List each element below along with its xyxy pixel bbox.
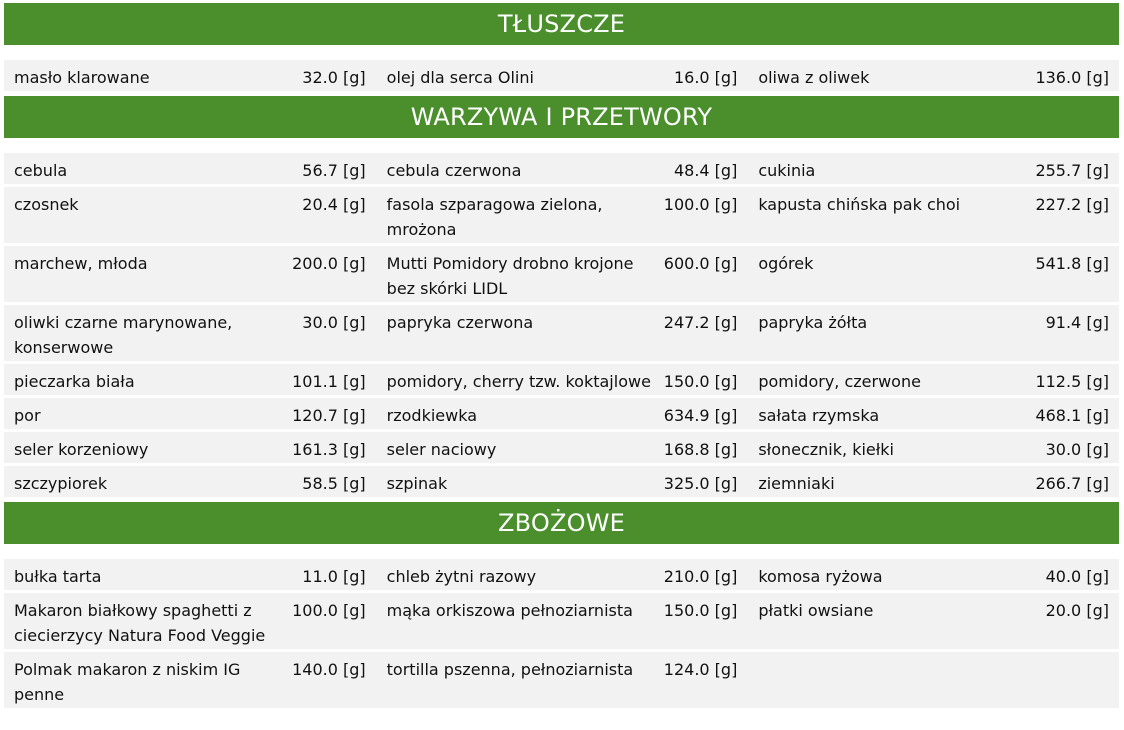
item-name: seler korzeniowy [14,440,149,459]
item-quantity: 136.0 [g] [1035,68,1109,87]
sections-container [0,3,1124,713]
item-quantity: 20.0 [g] [1045,601,1109,620]
item-quantity: 100.0 [g] [663,195,738,214]
list-item [747,432,1119,463]
item-quantity: 56.7 [g] [302,161,366,180]
item-quantity: 58.5 [g] [302,474,366,493]
list-item [376,153,748,184]
item-name: pomidory, cherry tzw. koktajlowe [386,372,651,391]
item-quantity: 150.0 [g] [663,372,738,391]
list-item [376,593,748,649]
table-row [4,652,1119,708]
item-name: oliwa z oliwek [758,68,870,87]
item-quantity: 325.0 [g] [663,474,738,493]
table-row [4,593,1119,649]
item-name: olej dla serca Olini [386,68,534,87]
list-item [4,187,376,243]
item-name: marchew, młoda [14,254,148,273]
item-quantity: 168.8 [g] [663,440,738,459]
table-row [4,153,1119,184]
item-name: komosa ryżowa [758,567,883,586]
item-name: Polmak makaron z niskim IG penne [14,660,241,704]
list-item [376,466,748,497]
item-quantity: 255.7 [g] [1035,161,1109,180]
item-quantity: 48.4 [g] [673,161,738,180]
list-item [376,364,748,395]
item-name: fasola szparagowa zielona, mrożona [386,195,603,239]
item-name: czosnek [14,195,79,214]
item-quantity: 227.2 [g] [1035,195,1109,214]
table-row [4,398,1119,429]
item-name [757,657,1109,707]
list-item [747,559,1119,590]
item-quantity: 32.0 [g] [302,68,366,87]
item-name: rzodkiewka [386,406,478,425]
table-row [4,466,1119,497]
item-name: szczypiorek [14,474,108,493]
list-item [4,364,376,395]
item-quantity: 200.0 [g] [292,254,366,273]
item-quantity: 600.0 [g] [663,254,738,273]
item-name: seler naciowy [386,440,497,459]
item-quantity: 210.0 [g] [663,567,738,586]
item-name: bułka tarta [14,567,102,586]
item-quantity: 30.0 [g] [1045,440,1109,459]
table-row [4,559,1119,590]
item-name: papryka żółta [758,313,868,332]
item-name: oliwki czarne marynowane, konserwowe [14,313,233,357]
list-item [4,466,376,497]
item-quantity: 468.1 [g] [1035,406,1109,425]
list-item [4,398,376,429]
item-quantity: 101.1 [g] [292,372,366,391]
table-row [4,305,1119,361]
table-row [4,246,1119,302]
item-name: mąka orkiszowa pełnoziarnista [386,601,633,620]
list-item [376,305,748,361]
item-name: płatki owsiane [758,601,874,620]
item-quantity: 266.7 [g] [1035,474,1109,493]
item-name: chleb żytni razowy [386,567,537,586]
item-name: Mutti Pomidory drobno krojone bez skórki LIDL [386,254,634,298]
item-name: słonecznik, kiełki [758,440,894,459]
item-name: pieczarka biała [14,372,135,391]
section-header: ZBOŻOWE [4,502,1119,544]
table-row [4,432,1119,463]
item-name: ziemniaki [758,474,835,493]
list-item [4,305,376,361]
section-header: WARZYWA I PRZETWORY [4,96,1119,138]
list-item [4,153,376,184]
list-item [747,364,1119,395]
item-name: papryka czerwona [386,313,534,332]
item-name: cukinia [758,161,816,180]
list-item [376,559,748,590]
item-name: ogórek [758,254,814,273]
list-item [376,187,748,243]
item-quantity: 150.0 [g] [663,601,738,620]
section-rows [0,45,1124,96]
item-quantity: 100.0 [g] [292,601,366,620]
item-quantity: 634.9 [g] [663,406,738,425]
table-row [4,187,1119,243]
item-name: pomidory, czerwone [758,372,921,391]
list-item [747,60,1119,91]
item-quantity: 124.0 [g] [663,660,738,679]
list-item [376,398,748,429]
item-name: tortilla pszenna, pełnoziarnista [386,660,634,679]
item-name: cebula czerwona [386,161,522,180]
list-item [747,153,1119,184]
item-name: masło klarowane [14,68,150,87]
item-name: cebula [14,161,68,180]
item-quantity: 20.4 [g] [302,195,366,214]
list-item [4,593,376,649]
table-row [4,60,1119,91]
item-quantity: 247.2 [g] [663,313,738,332]
list-item [376,432,748,463]
list-item [747,246,1119,302]
list-item [4,559,376,590]
item-name: Makaron białkowy spaghetti z ciecierzycy Natura Food Veggie [14,601,266,645]
table-row [4,364,1119,395]
list-item [4,652,376,708]
section-rows [0,544,1124,713]
item-quantity: 161.3 [g] [292,440,366,459]
list-item [747,593,1119,649]
item-name: szpinak [386,474,448,493]
item-quantity: 11.0 [g] [302,567,366,586]
list-item [376,652,748,708]
item-quantity: 120.7 [g] [292,406,366,425]
item-name: por [14,406,41,425]
item-quantity: 91.4 [g] [1045,313,1109,332]
list-item [376,60,748,91]
list-item [4,60,376,91]
item-name: kapusta chińska pak choi [758,195,961,214]
section-rows [0,138,1124,502]
list-item [747,187,1119,243]
list-item [747,305,1119,361]
item-quantity: 140.0 [g] [292,660,366,679]
section-header: TŁUSZCZE [4,3,1119,45]
item-quantity: 30.0 [g] [302,313,366,332]
list-item [4,246,376,302]
list-item [376,246,748,302]
item-quantity: 16.0 [g] [673,68,738,87]
list-item [747,652,1119,708]
list-item [747,398,1119,429]
list-item [4,432,376,463]
item-quantity: 541.8 [g] [1035,254,1109,273]
item-quantity: 112.5 [g] [1035,372,1109,391]
list-item [747,466,1119,497]
item-name: sałata rzymska [758,406,880,425]
item-quantity: 40.0 [g] [1045,567,1109,586]
